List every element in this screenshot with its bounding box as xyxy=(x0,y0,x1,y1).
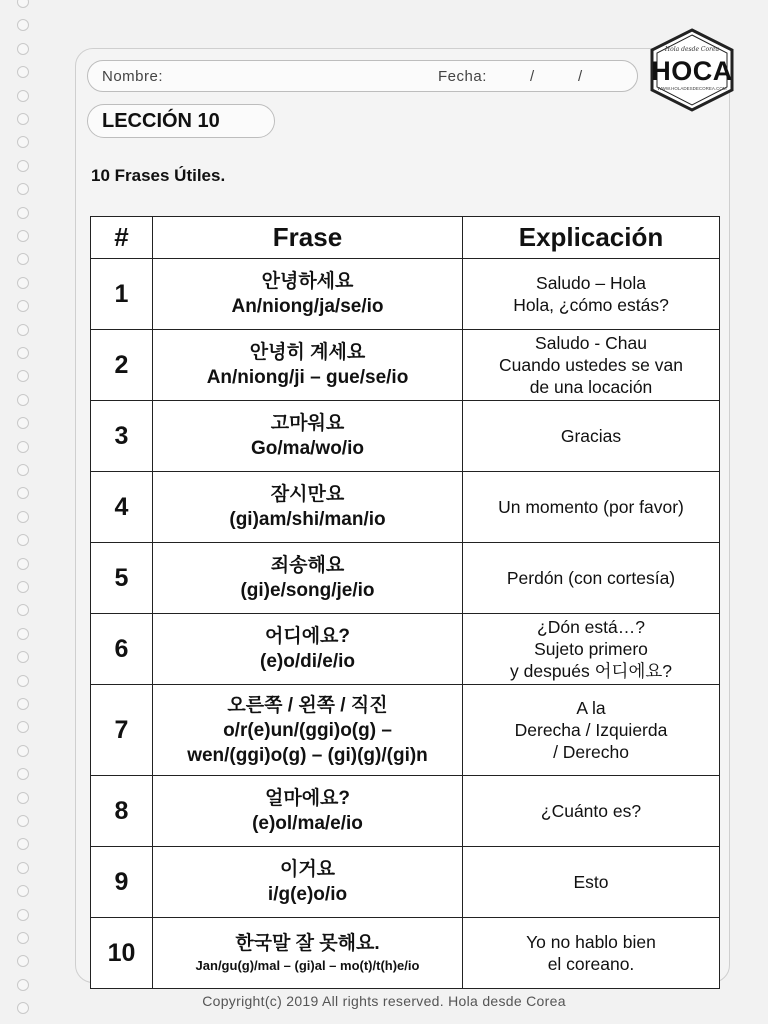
binding-ring xyxy=(17,0,29,8)
date-label: Fecha: xyxy=(438,68,487,85)
binding-ring xyxy=(17,487,29,499)
binding-ring xyxy=(17,628,29,640)
phrase-cell xyxy=(153,847,463,918)
binding-ring xyxy=(17,838,29,850)
binding-ring xyxy=(17,113,29,125)
binding-ring xyxy=(17,932,29,944)
explanation-line: Perdón (con cortesía) xyxy=(506,568,676,588)
row-number: 4 xyxy=(91,472,153,543)
explanation-cell xyxy=(463,614,720,685)
header-explicacion: Explicación xyxy=(463,217,720,259)
binding-ring xyxy=(17,862,29,874)
binding-ring xyxy=(17,885,29,897)
binding-ring xyxy=(17,19,29,31)
table-row xyxy=(91,847,720,918)
binding-ring xyxy=(17,651,29,663)
explanation-line: ¿Cuánto es? xyxy=(540,801,642,821)
binding-ring xyxy=(17,604,29,616)
phrase-romanization: o/r(e)un/(ggi)o(g) – xyxy=(223,719,392,741)
explanation-line: ¿Dón está…? xyxy=(537,617,645,637)
explanation-line: Esto xyxy=(573,872,609,892)
row-number: 10 xyxy=(91,918,153,989)
explanation-cell xyxy=(463,847,720,918)
phrase-romanization: wen/(ggi)o(g) – (gi)(g)/(gi)n xyxy=(187,744,428,766)
binding-ring xyxy=(17,792,29,804)
explanation-line: Saludo – Hola xyxy=(536,273,646,293)
phrase-romanization: (gi)am/shi/man/io xyxy=(229,509,386,530)
phrase-korean: 안녕하세요 xyxy=(261,271,354,292)
row-number: 9 xyxy=(91,847,153,918)
phrase-cell xyxy=(153,918,463,989)
phrase-romanization: An/niong/ja/se/io xyxy=(231,296,384,317)
explanation-cell xyxy=(463,543,720,614)
notebook-binding-rings xyxy=(17,0,33,1024)
explanation-line: Gracias xyxy=(560,426,622,446)
phrase-romanization: (e)o/di/e/io xyxy=(260,651,355,672)
binding-ring xyxy=(17,183,29,195)
binding-ring xyxy=(17,394,29,406)
row-number: 7 xyxy=(91,685,153,776)
phrase-cell xyxy=(153,330,463,401)
logo-url: WWW.HOLADESDECOREA.COM xyxy=(657,86,727,91)
phrase-korean: 잠시만요 xyxy=(270,484,345,505)
explanation-line: / Derecho xyxy=(553,742,629,762)
phrase-romanization: Jan/gu(g)/mal – (gi)al – mo(t)/t(h)e/io xyxy=(195,957,420,973)
binding-ring xyxy=(17,745,29,757)
explanation-line: Hola, ¿cómo estás? xyxy=(513,295,669,315)
explanation-line: y después 어디에요? xyxy=(510,661,672,681)
phrase-romanization: Go/ma/wo/io xyxy=(251,438,364,459)
explanation-line: Sujeto primero xyxy=(534,639,648,659)
binding-ring xyxy=(17,90,29,102)
phrase-cell xyxy=(153,685,463,776)
binding-ring xyxy=(17,43,29,55)
explanation-line: A la xyxy=(576,698,606,718)
binding-ring xyxy=(17,136,29,148)
table-row xyxy=(91,401,720,472)
binding-ring xyxy=(17,979,29,991)
table-row xyxy=(91,776,720,847)
date-separator: / xyxy=(578,68,583,85)
phrase-cell xyxy=(153,401,463,472)
explanation-cell xyxy=(463,776,720,847)
binding-ring xyxy=(17,721,29,733)
date-separator: / xyxy=(530,68,535,85)
name-date-bar xyxy=(87,60,638,92)
binding-ring xyxy=(17,324,29,336)
binding-ring xyxy=(17,675,29,687)
phrase-cell xyxy=(153,472,463,543)
binding-ring xyxy=(17,511,29,523)
explanation-cell xyxy=(463,330,720,401)
phrase-korean: 이거요 xyxy=(279,859,336,880)
phrase-romanization: (e)ol/ma/e/io xyxy=(252,813,363,834)
explanation-line: Saludo - Chau xyxy=(535,333,647,353)
phrase-korean: 어디에요? xyxy=(264,626,351,647)
binding-ring xyxy=(17,300,29,312)
binding-ring xyxy=(17,277,29,289)
subtitle: 10 Frases Útiles. xyxy=(91,166,226,185)
table-row xyxy=(91,543,720,614)
binding-ring xyxy=(17,417,29,429)
explanation-line: de una locación xyxy=(529,377,653,397)
logo-tagline: Hola desde Corea xyxy=(664,46,720,53)
phrase-cell xyxy=(153,776,463,847)
binding-ring xyxy=(17,464,29,476)
binding-ring xyxy=(17,815,29,827)
explanation-cell xyxy=(463,401,720,472)
binding-ring xyxy=(17,581,29,593)
phrase-korean: 한국말 잘 못해요. xyxy=(235,932,380,954)
table-row xyxy=(91,259,720,330)
phrase-korean: 고마워요 xyxy=(270,413,345,434)
header-frase: Frase xyxy=(153,217,463,259)
binding-ring xyxy=(17,230,29,242)
table-header-row xyxy=(91,217,720,259)
row-number: 8 xyxy=(91,776,153,847)
phrase-korean: 얼마에요? xyxy=(264,788,351,809)
binding-ring xyxy=(17,370,29,382)
copyright-footer: Copyright(c) 2019 All rights reserved. Hola desde Corea xyxy=(202,993,566,1009)
row-number: 2 xyxy=(91,330,153,401)
table-row xyxy=(91,685,720,776)
binding-ring xyxy=(17,534,29,546)
row-number: 3 xyxy=(91,401,153,472)
table-row xyxy=(91,472,720,543)
binding-ring xyxy=(17,768,29,780)
lesson-title: LECCIÓN 10 xyxy=(87,104,275,138)
logo-text: HOCA xyxy=(651,56,733,86)
binding-ring xyxy=(17,698,29,710)
binding-ring xyxy=(17,207,29,219)
phrase-korean: 죄송해요 xyxy=(270,555,345,576)
hoca-logo xyxy=(648,28,736,112)
phrase-cell xyxy=(153,543,463,614)
phrase-romanization: i/g(e)o/io xyxy=(267,884,348,905)
binding-ring xyxy=(17,160,29,172)
phrase-romanization: (gi)e/song/je/io xyxy=(240,580,375,601)
row-number: 5 xyxy=(91,543,153,614)
phrase-romanization: An/niong/ji – gue/se/io xyxy=(206,367,409,388)
explanation-cell xyxy=(463,472,720,543)
phrase-korean: 안녕히 계세요 xyxy=(249,342,366,363)
row-number: 1 xyxy=(91,259,153,330)
explanation-line: Un momento (por favor) xyxy=(498,497,684,517)
name-label: Nombre: xyxy=(102,68,164,85)
explanation-cell xyxy=(463,259,720,330)
binding-ring xyxy=(17,66,29,78)
explanation-line: Derecha / Izquierda xyxy=(514,720,668,740)
binding-ring xyxy=(17,955,29,967)
phrase-cell xyxy=(153,614,463,685)
explanation-line: Cuando ustedes se van xyxy=(499,355,683,375)
binding-ring xyxy=(17,441,29,453)
binding-ring xyxy=(17,347,29,359)
explanation-cell xyxy=(463,685,720,776)
phrase-korean: 오른쪽 / 왼쪽 / 직진 xyxy=(227,694,388,716)
phrases-table xyxy=(90,216,720,989)
explanation-line: el coreano. xyxy=(547,954,635,974)
phrase-cell xyxy=(153,259,463,330)
table-row xyxy=(91,614,720,685)
row-number: 6 xyxy=(91,614,153,685)
binding-ring xyxy=(17,558,29,570)
explanation-line: Yo no hablo bien xyxy=(526,932,656,952)
binding-ring xyxy=(17,909,29,921)
explanation-cell xyxy=(463,918,720,989)
table-row xyxy=(91,330,720,401)
header-number: # xyxy=(91,217,153,259)
table-row xyxy=(91,918,720,989)
binding-ring xyxy=(17,253,29,265)
